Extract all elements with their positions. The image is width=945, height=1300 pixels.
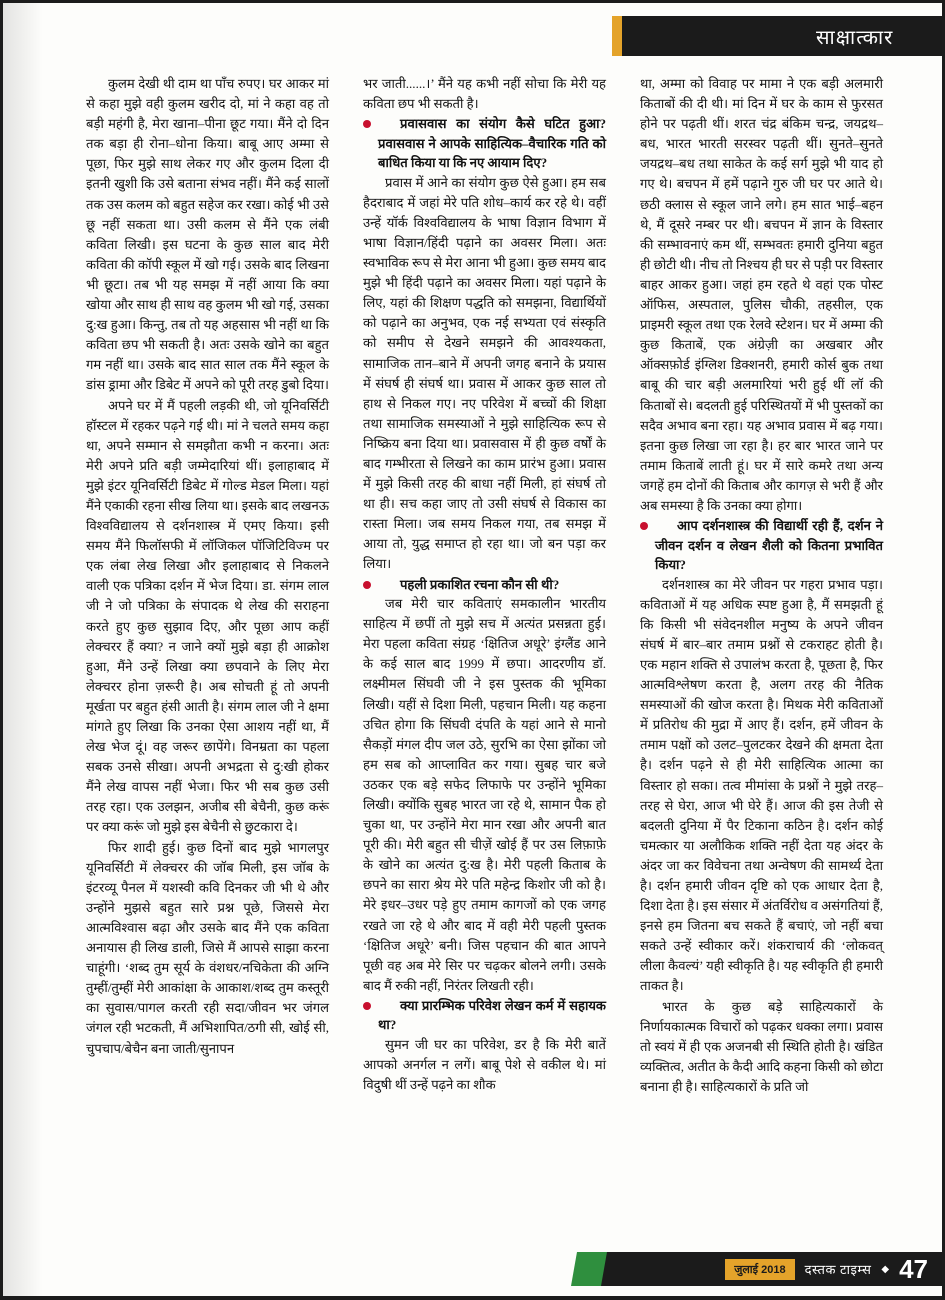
- question-text: प्रवासवास का संयोग कैसे घटित हुआ? प्रवासवास ने आपके साहित्यिक–वैचारिक गति को बाधित किया या कि नए आयाम दिए?: [378, 116, 606, 171]
- page-edge-bottom: [0, 1296, 945, 1300]
- magazine-name: दस्तक टाइम्स: [804, 1262, 872, 1277]
- header-accent-bar: [612, 16, 622, 56]
- bullet-icon: [363, 120, 371, 128]
- paragraph: भारत के कुछ बड़े साहित्यकारों के निर्णायकात्मक विचारों को पढ़कर धक्का लगा। प्रवास तो स्वयं में ही एक अजनबी सी स्थिति होती है। खंडित व्यक्तित्व, अतीत के कैदी आदि कहना किसी को छोटा बनाना ही है। साहित्यकारों के प्रति जो: [640, 998, 883, 1094]
- paragraph: था, अम्मा को विवाह पर मामा ने एक बड़ी अलमारी किताबों की दी थी। मां दिन में घर के काम से फुरसत होने पर पढ़ती थीं। शरत चंद्र बंकिम चन्द्र, जयद्रथ–बध, भारत भारती सरस्वर पढ़ती थीं। सुनते–सुनते जयद्रथ–बध तथा साकेत के कई सर्ग मुझे भी याद हो गए थे। बचपन में हमें पढ़ाने गुरु जी घर पर आते थे। छठी क्लास से स्कूल जाने लगे। हम सात भाई–बहन थे, मैं दूसरे नम्बर पर थी। बचपन में ज्ञान के विस्तार की सम्भावनाएं कम थीं, सम्भवतः हमारी दुनिया बहुत ही छोटी थी। नीच तो निश्चय ही घर से पड़ी पर विस्तार बाहर आकर हुआ। जहां हम रहते थे वहां एक पोस्ट ऑफिस, अस्पताल, पुलिस चौकी, तहसील, एक प्राइमरी स्कूल तथा एक रेलवे स्टेशन। घर में अम्मा की कुछ किताबें, एक अंग्रेज़ी का अखबार और ऑक्सफ़ोर्ड इंग्लिश डिक्शनरी, हमारी कोर्स बुक तथा बाबू की चार बड़ी अलमारियां भरी हुई थीं लॉ की किताबों से। बदलती हुई परिस्थितयों में भी पुस्तकों का सदैव अभाव बना रहा। यह अभाव प्रवास में बढ़ गया। इतना कुछ लिखा जा रहा है। हर बार भारत जाने पर तमाम किताबें लाती हूं। घर में सारे कमरे तथा अन्य जगहें हम दोनों की किताब और कागज़ से भरी हैं और अब समस्या है कि उनका क्या होगा।: [640, 76, 883, 513]
- interview-question: [363, 575, 606, 595]
- interview-question: [640, 516, 883, 575]
- paragraph: भर जाती......।’ मैंने यह कभी नहीं सोचा कि मेरी यह कविता छप भी सकती है।: [363, 76, 606, 112]
- paragraph: जब मेरी चार कविताएं समकालीन भारतीय साहित्य में छपीं तो मुझे सच में अत्यंत प्रसन्नता हुई। मेरा पहला कविता संग्रह ‘क्षितिज अधूरे’ इंग्लैंड आने के कई साल बाद 1999 में छपा। आदरणीय डॉ. लक्ष्मीमल सिंघवी जी ने इस पुस्तक की भूमिका लिखी। यहीं से दिशा मिली, पहचान मिली। यह कहना उचित होगा कि सिंघवी दंपति के यहां आने से मानो सैकड़ों मंगल दीप जल उठे, सुरभि का ऐसा झोंका जो हम सब को आप्लावित कर गया। सुबह चार बजे उठकर एक बड़े सफेद लिफाफे पर उन्होंने भूमिका लिखी। क्योंकि सुबह भारत जा रहे थे, सामान पैक हो चुका था, पर उन्होंने मेरा मान रखा और अपनी बात पूरी की। मेरी बहुत सी चीज़ें खोई हैं पर उस लिफ़ाफ़े के खोने का अत्यंत दु:ख है। मेरी पहली किताब के छपने का सारा श्रेय मेरे पति महेन्द्र किशोर जी को है। मेरे इधर–उधर पड़े हुए तमाम कागजों को एक जगह रखते जा रहे थे और बाद में वही मेरी पहली पुस्तक ‘क्षितिज अधूरे’ बनी। जिस पहचान की बात आपने पूछी वह अब मेरे सिर पर चढ़कर बोलने लगी। उसके बाद मैं रुकी नहीं, निरंतर लिखती रही।: [363, 596, 606, 993]
- paragraph: दर्शनशास्त्र का मेरे जीवन पर गहरा प्रभाव पड़ा। कविताओं में यह अधिक स्पष्ट हुआ है, मैं समझती हूं कि किसी भी संवेदनशील मनुष्य के अपने जीवन संघर्ष में बार–बार तमाम प्रश्नों से टकराहट होती है। एक महान शक्ति से उपालंभ करता है, पूछता है, फिर आत्मविश्लेषण करता है, अलग तरह की नैतिक समस्याओं की खोज करता है। मिथक मेरी कविताओं में प्रतिरोध की मुद्रा में आए हैं। दर्शन, हमें जीवन के तमाम पक्षों को उलट–पुलटकर देखने की क्षमता देता है। दर्शन पढ़ने से ही मेरी साहित्यिक आत्मा का विस्तार हो सका। तत्व मीमांसा के प्रश्नों ने मुझे तरह–तरह से घेरा, आज भी घेरे हैं। आज की इस तेजी से बदलती दुनिया में पैर टिकाना कठिन है। दर्शन कोई चमत्कार या अलौकिक शक्ति नहीं देता यह अंदर के अंदर जा कर विवेचना तथा अन्वेषण की सामर्थ्य देता है। दर्शन हमारी जीवन दृष्टि को एक आधार देता है, दिशा देता है। इस संसार में अंतर्विरोध व असंगतियां हैं, इनसे हम जितना बच सकते हैं बचाएं, जो नहीं बचा सकते उन्हें स्वीकार करें। शंकराचार्य की ‘लोकवत् लीला कैवल्यं’ यही स्वीकृति है। यह स्वीकृति ही हमारी ताकत है।: [640, 576, 883, 994]
- section-title: साक्षात्कार: [816, 26, 894, 49]
- section-header: [612, 16, 942, 56]
- page-footer: [0, 1250, 942, 1286]
- article-body: [86, 74, 883, 1190]
- interview-question: [363, 114, 606, 173]
- bullet-icon: [363, 1002, 371, 1010]
- page-number: 47: [899, 1254, 928, 1284]
- column-right: [640, 74, 883, 1190]
- diamond-icon: ◆: [881, 1263, 890, 1275]
- question-text: आप दर्शनशास्त्र की विद्यार्थी रही हैं, दर्शन ने जीवन दर्शन व लेखन शैली को कितना प्रभावित किया?: [655, 518, 883, 573]
- column-middle: [363, 74, 606, 1190]
- question-text: क्या प्रारम्भिक परिवेश लेखन कर्म में सहायक था?: [378, 997, 606, 1033]
- bullet-icon: [640, 522, 648, 530]
- paragraph: अपने घर में मैं पहली लड़की थी, जो यूनिवर्सिटी हॉस्टल में रहकर पढ़ने गई थी। मां ने चलते समय कहा था, अपने सम्मान से समझौता कभी न करना। अतः मेरी अपने प्रति बड़ी जम्मेदारियां थीं। इलाहाबाद में मुझे इंटर यूनिवर्सिटी डिबेट में गोल्ड मेडल मिला। यहां मैंने एकाकी रहना सीख लिया था। इसके बाद लखनऊ विश्वविद्यालय से दर्शनशास्त्र में एमए किया। इसी समय मैंने फिलॉसफी में लॉजिकल पॉजिटिविज्म पर एक लंबा लेख लिखा और इलाहाबाद से निकलने वाली एक पत्रिका दर्शन में भेज दिया। डा. संगम लाल जी ने जो पत्रिका के संपादक थे लेख की सराहना करते हुए कुछ सुझाव दिए, और पूछा आप कहीं लेक्चरर हैं क्या? न जाने क्यों मुझे बड़ा ही आक्रोश हुआ, मैंने उन्हें लिखा क्या छपवाने के लिए मेरा लेक्चरर होना ज़रूरी है। अब सोचती हूं तो अपनी मूर्खता पर बहुत हंसी आती है। संगम लाल जी ने क्षमा मांगते हुए लिखा कि उनका ऐसा आशय नहीं था, मैं लेख भेज दूं। वह जरूर छापेंगे। विनम्रता का पहला सबक उनसे सीखा। अपनी अभद्रता से दु:खी होकर मैंने लेख वापस नहीं भेजा। फिर भी सब कुछ उसी तरह रहा। एक उलझन, अजीब सी बेचैनी, कुछ करूं पर क्या करूं जो मुझे इस बेचैनी से छुटकारा दे।: [86, 397, 329, 835]
- footer-bar: [592, 1252, 942, 1286]
- paragraph: कुलम देखी थी दाम था पाँच रुपए। घर आकर मां से कहा मुझे वही कुलम खरीद दो, मां ने कहा वह तो बड़ी महंगी है, मेरा खाना–पीना छूट गया। मैंने दो दिन तक बड़ा ही रोना–धोना किया। बाबू आए अम्मा से पूछा, फिर मुझे साथ लेकर गए और कुलम दिला दी इतनी खुशी कि उसे बताना संभव नहीं। मैंने कई सालों तक उस कलम को बहुत सहेज कर रखा। कोई भी उसे छू नहीं सकता था। उसी कलम से मैंने एक लंबी कविता लिखी। इस घटना के कुछ साल बाद मेरी कविता की कॉपी स्कूल में खो गई। उसके बाद लिखना भी छूटा। तब भी यह समझ में नहीं आया कि क्या खोया और साथ ही साथ वह कुलम भी खो गई, उसका दु:ख हुआ। किन्तु, तब तो यह अहसास भी नहीं था कि कविता छप भी सकती है। अतः उसके खोने का बहुत गम नहीं था। उसके बाद सात साल तक मैंने स्कूल के डांस ड्रामा और डिबेट में अपने को पूरी तरह डुबो दिया।: [86, 76, 329, 393]
- page-edge-top: [0, 0, 945, 3]
- paragraph: फिर शादी हुई। कुछ दिनों बाद मुझे भागलपुर यूनिवर्सिटी में लेक्चरर की जॉब मिली, इस जॉब के इंटरव्यू पैनल में यशस्वी कवि दिनकर जी भी थे और उन्होंने मुझसे बहुत सारे प्रश्न पूछे, जिससे मेरा आत्मविश्वास बढ़ा और उसके बाद मैंने एक कविता अनायास ही लिख डाली, जिसे मैं आपसे साझा करना चाहूंगी। ‘शब्द तुम सूर्य के वंशधर/नचिकेता की अग्नि तुम्हीं/तुम्हीं मेरी आकांक्षा के आकाश/शब्द तुम कस्तूरी का सुवास/पागल करती रही सदा/जीवन भर जंगल जंगल रही भटकती, मैं अभिशापित/ठगी सी, खोई सी, चुपचाप/बेचैन बना जाती/सुनापन: [86, 839, 329, 1056]
- bullet-icon: [363, 581, 371, 589]
- issue-date: जुलाई 2018: [725, 1259, 794, 1280]
- paragraph: सुमन जी घर का परिवेश, डर है कि मेरी बातें आपको अनर्गल न लगें। बाबू पेशे से वकील थे। मां विदुषी थीं उन्हें पढ़ने का शौक: [363, 1036, 606, 1093]
- page-edge-left: [0, 0, 3, 1300]
- paragraph: प्रवास में आने का संयोग कुछ ऐसे हुआ। हम सब हैदराबाद में जहां मेरे पति शोध–कार्य कर रहे थे। वहीं उन्हें यॉर्क विश्वविद्यालय के भाषा विज्ञान विभाग में भाषा विज्ञान/हिंदी पढ़ाने का अवसर मिला। अतः स्वभाविक रूप से मेरा आना भी हुआ। कुछ समय बाद मुझे भी हिंदी पढ़ाने का अवसर मिला। यहां पढ़ाने के लिए, यहां की शिक्षण पद्धति को समझना, विद्यार्थियों को पढ़ाने का अनुभव, एक नई सभ्यता एवं संस्कृति को समीप से देखने समझने की आवश्यकता, सामाजिक तान–बाने में अपनी जगह बनाने के प्रयास में संघर्ष ही संघर्ष था। प्रवास में आकर कुछ साल तो हाथ से निकल गए। नए परिवेश में बच्चों की शिक्षा तथा सामाजिक समस्याओं ने मुझे साहित्यिक रूप से निष्क्रिय बना दिया था। प्रवासवास में ही कुछ वर्षों के बाद गम्भीरता से लिखने का काम प्रारंभ हुआ। प्रवास में मुझे किसी तरह की बाधा नहीं मिली, हां संघर्ष तो था ही। सच कहा जाए तो उसी संघर्ष से विकास का रास्ता मिला। जब समय निकल गया, तब समझ में आया तो, युद्ध समाप्त हो रहा था। जो बन पड़ा कर लिया।: [363, 174, 606, 572]
- page-gutter-shadow: [3, 3, 43, 1296]
- footer-accent-shape: [571, 1252, 607, 1286]
- interview-question: [363, 996, 606, 1035]
- column-left: [86, 74, 329, 1190]
- question-text: पहली प्रकाशित रचना कौन सी थी?: [400, 576, 560, 592]
